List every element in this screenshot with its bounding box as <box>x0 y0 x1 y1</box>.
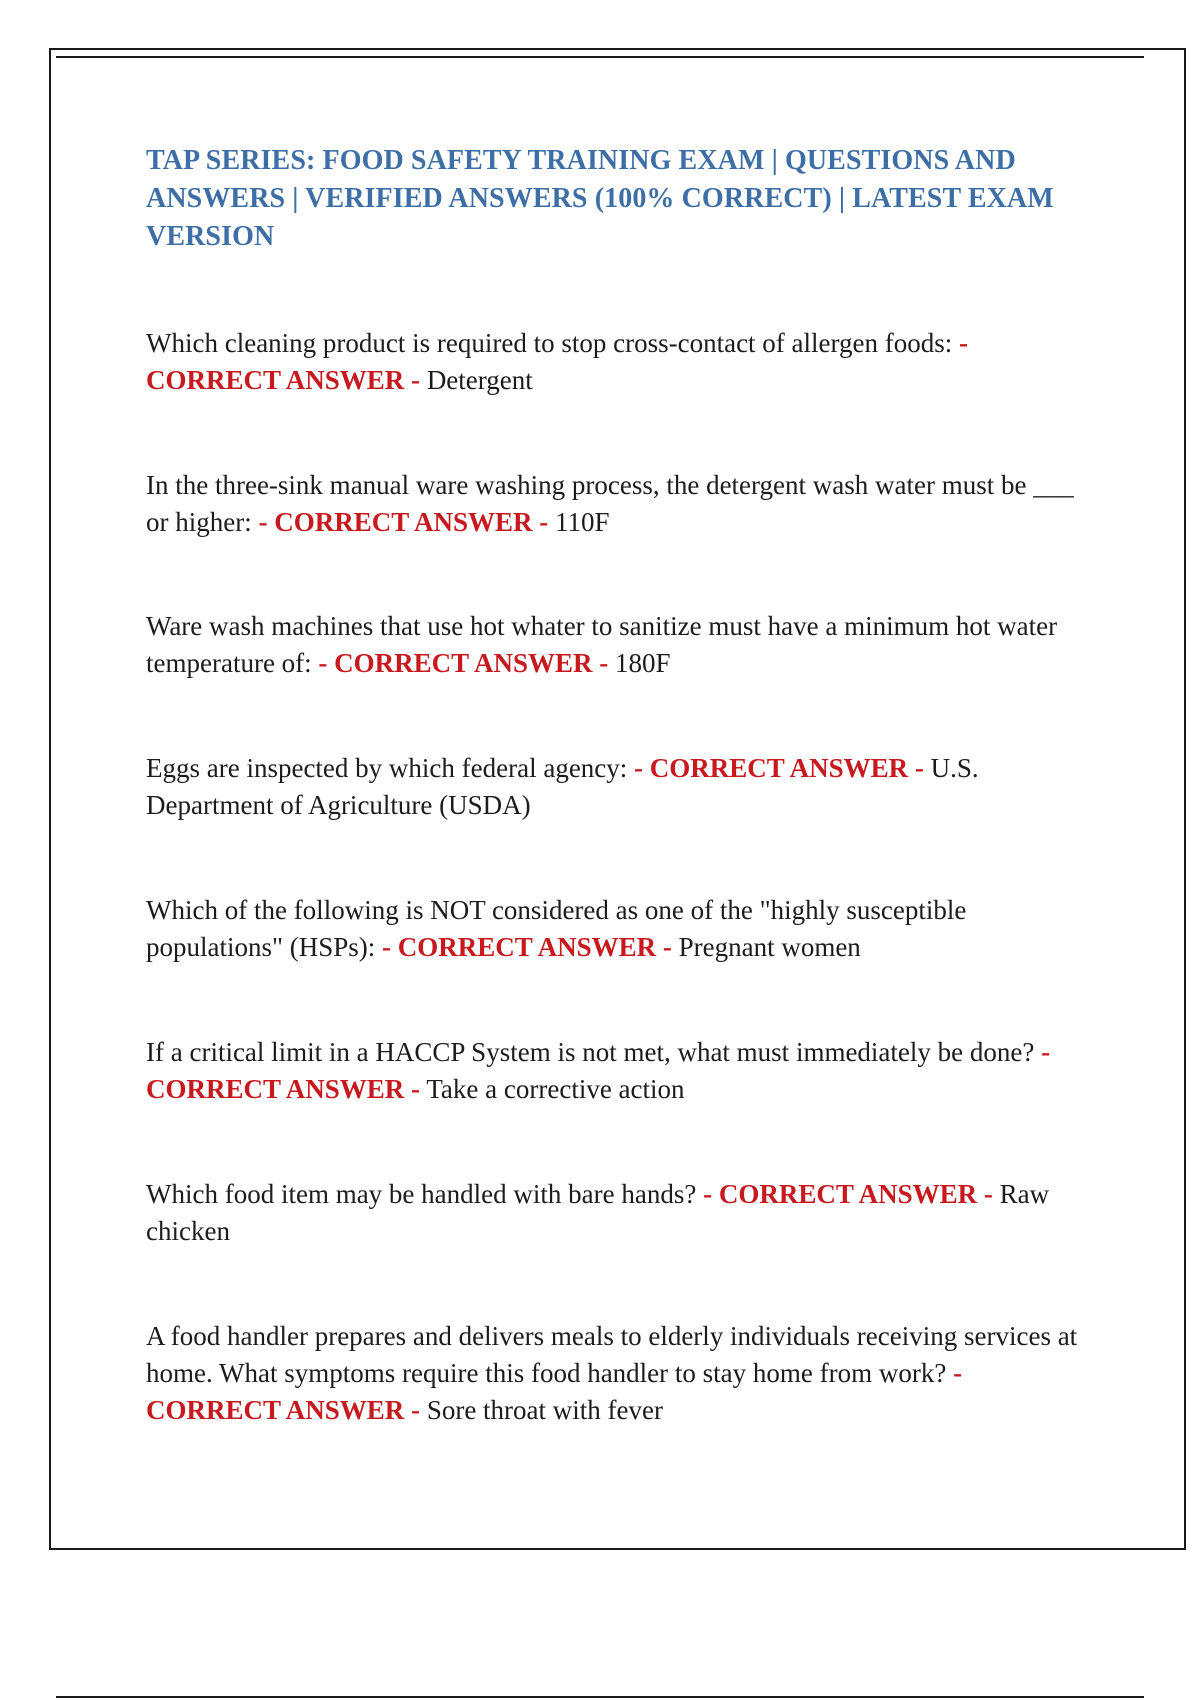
correct-answer-label: - CORRECT ANSWER - <box>634 753 924 783</box>
correct-answer-label: - CORRECT ANSWER - <box>146 328 969 395</box>
answer-text: U.S. Department of Agriculture (USDA) <box>146 753 979 820</box>
answer-text: Pregnant women <box>678 932 861 962</box>
correct-answer-label: - CORRECT ANSWER - <box>318 648 609 678</box>
answer-text: Detergent <box>426 365 533 395</box>
answer-text: Raw chicken <box>146 1179 1050 1246</box>
question-text: Which of the following is NOT considered as one of the "highly susceptible populations" (HSPs): <box>146 895 967 962</box>
answer-text: Sore throat with fever <box>426 1395 663 1425</box>
qa-item <box>146 750 1096 824</box>
qa-item <box>146 1318 1096 1429</box>
answer-text: 110F <box>555 507 610 537</box>
answer-text: 180F <box>614 648 671 678</box>
document-title: TAP SERIES: FOOD SAFETY TRAINING EXAM | QUESTIONS AND ANSWERS | VERIFIED ANSWERS (100% CORRECT) | LATEST EXAM VERSION <box>146 145 1054 252</box>
correct-answer-label: - CORRECT ANSWER - <box>258 507 549 537</box>
qa-item <box>146 892 1096 966</box>
question-text: Ware wash machines that use hot whater to sanitize must have a minimum hot water temperature of: <box>146 611 1058 678</box>
qa-item <box>146 1034 1096 1108</box>
answer-text: Take a corrective action <box>426 1074 685 1104</box>
question-text: Eggs are inspected by which federal agency: <box>146 753 628 783</box>
qa-item <box>146 325 1096 399</box>
document-content <box>146 142 1096 1497</box>
question-text: Which cleaning product is required to stop cross-contact of allergen foods: <box>146 328 953 358</box>
correct-answer-label: - CORRECT ANSWER - <box>146 1358 963 1425</box>
qa-item <box>146 467 1096 541</box>
question-text: If a critical limit in a HACCP System is not met, what must immediately be done? <box>146 1037 1035 1067</box>
correct-answer-label: - CORRECT ANSWER - <box>146 1037 1051 1104</box>
question-text: In the three-sink manual ware washing process, the detergent wash water must be ___ or higher: <box>146 470 1074 537</box>
question-text: Which food item may be handled with bare hands? <box>146 1179 697 1209</box>
qa-item <box>146 1176 1096 1250</box>
qa-item <box>146 608 1096 682</box>
correct-answer-label: - CORRECT ANSWER - <box>703 1179 993 1209</box>
top-rule-divider <box>56 56 1144 58</box>
bottom-rule-divider <box>56 1696 1144 1698</box>
question-text: A food handler prepares and delivers meals to elderly individuals receiving services at home. What symptoms require this food handler to stay home from work? <box>146 1321 1078 1388</box>
qa-list <box>146 325 1096 1429</box>
correct-answer-label: - CORRECT ANSWER - <box>382 932 672 962</box>
